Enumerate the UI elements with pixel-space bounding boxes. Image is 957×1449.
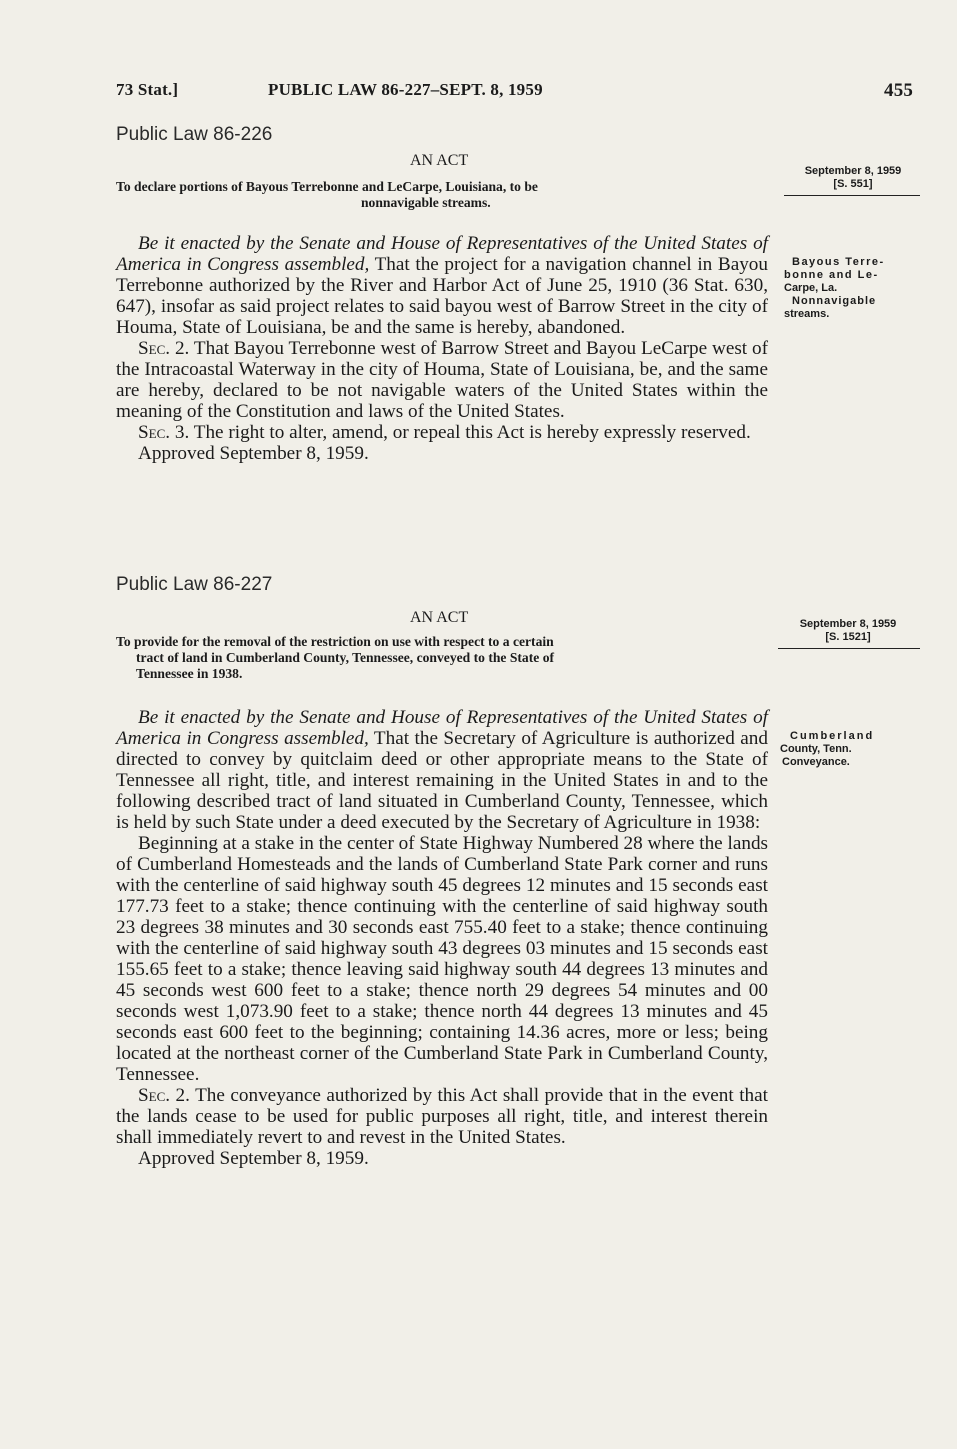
enacting-text: That the Secretary of Agriculture is authorized and directed to convey by quitclaim deed or other appropriate means to the State of Tennessee all right, title, and interest remaining in the United States in and to the following described tract of land situated in Cumberland County, Tennessee, which is held by such State under a deed executed by the Secretary of Agriculture in 1938: [116, 728, 768, 833]
enacting-clause [116, 707, 768, 833]
margin-note-line: bonne and Le- [784, 269, 879, 281]
section-2 [116, 1085, 768, 1148]
section-3 [116, 422, 768, 443]
law-body [116, 707, 768, 1169]
margin-note-line: Conveyance. [782, 756, 850, 768]
header-title: PUBLIC LAW 86-227–SEPT. 8, 1959 [268, 80, 543, 99]
enacting-text: That the project for a navigation channel in Bayou Terrebonne authorized by the River and Harbor Act of June 25, 1910 (36 Stat. 630, 647), insofar as said project relates to said bayou west of Barrow Street in the city of Houma, State of Louisiana, be and the same is hereby, abandoned. [116, 254, 768, 338]
margin-note-line: Carpe, La. [784, 282, 838, 294]
section-text: That Bayou Terrebonne west of Barrow Street and Bayou LeCarpe west of the Intracoastal Waterway in the city of Houma, State of Louisiana, be, and the same are hereby, declared to be not navigable waters of the United States within the meaning of the Constitution and laws of the United States. [116, 338, 768, 422]
enacting-formula: Be it enacted by the Senate and House of Representatives of the United States of America in Congress assembled, [116, 707, 768, 749]
land-description: Beginning at a stake in the center of State Highway Numbered 28 where the lands of Cumberland Homesteads and the lands of Cumberland State Park corner and runs with the centerline of said highway south 45 degrees 12 minutes and 15 seconds east 177.73 feet to a stake; thence continuing with the centerline of said highway south 23 degrees 38 minutes and 30 seconds east 755.40 feet to a stake; thence continuing with the centerline of said highway south 43 degrees 03 minutes and 15 seconds east 155.65 feet to a stake; thence leaving said highway south 44 degrees 13 minutes and 45 seconds west 600 feet to a stake; thence north 29 degrees 54 minutes and 00 seconds west 1,073.90 feet to a stake; thence north 44 degrees 13 minutes and 45 seconds east 600 feet to the beginning; containing 14.36 acres, more or less; being located at the northeast corner of the Cumberland State Park in Cumberland County, Tennessee. [116, 833, 768, 1085]
margin-bill-number: [S. 551] [833, 178, 873, 190]
law-title: Public Law 86-226 [116, 124, 273, 145]
margin-note-line: County, Tenn. [780, 743, 852, 755]
purpose-line: tract of land in Cumberland County, Tennessee, conveyed to the State of [136, 650, 555, 665]
margin-date [778, 618, 918, 644]
page-number: 455 [884, 80, 914, 101]
approval-date: Approved September 8, 1959. [138, 443, 369, 464]
section-label: Sec. 3. [138, 422, 190, 443]
margin-rule [778, 648, 920, 649]
margin-note-line: streams. [784, 308, 830, 320]
purpose-line: To provide for the removal of the restriction on use with respect to a certain [116, 634, 554, 649]
header-volume: 73 Stat.] [116, 80, 179, 99]
margin-rule [784, 195, 920, 196]
purpose-line: Tennessee in 1938. [136, 666, 243, 681]
margin-date-text: September 8, 1959 [804, 165, 902, 177]
section-text: The right to alter, amend, or repeal this Act is hereby expressly reserved. [189, 422, 751, 443]
purpose-line: nonnavigable streams. [361, 195, 491, 210]
law-body [116, 233, 768, 464]
section-label: Sec. 2. [138, 1085, 190, 1106]
margin-bill-number: [S. 1521] [825, 631, 871, 643]
an-act-heading: AN ACT [410, 152, 469, 169]
an-act-heading: AN ACT [410, 609, 469, 626]
margin-note-line: Bayous Terre- [792, 256, 885, 268]
enacting-formula: Be it enacted by the Senate and House of Representatives of the United States of America in Congress assembled, [116, 233, 768, 275]
margin-note-line: Cumberland [790, 730, 875, 742]
section-text: The conveyance authorized by this Act shall provide that in the event that the lands cease to be used for public purposes all right, title, and interest therein shall immediately revert to and revest in the United States. [116, 1085, 768, 1148]
approval-date: Approved September 8, 1959. [138, 1148, 369, 1169]
margin-date-text: September 8, 1959 [799, 618, 897, 630]
margin-note-line: Nonnavigable [792, 295, 877, 307]
margin-note [784, 256, 924, 321]
purpose-line: To declare portions of Bayous Terrebonne and LeCarpe, Louisiana, to be [116, 179, 538, 194]
law-title: Public Law 86-227 [116, 574, 273, 595]
act-purpose [116, 179, 770, 211]
enacting-clause [116, 233, 768, 338]
margin-note [780, 730, 920, 769]
section-label: Sec. 2. [138, 338, 190, 359]
section-2 [116, 338, 768, 422]
act-purpose [116, 634, 770, 682]
margin-date [784, 165, 922, 191]
